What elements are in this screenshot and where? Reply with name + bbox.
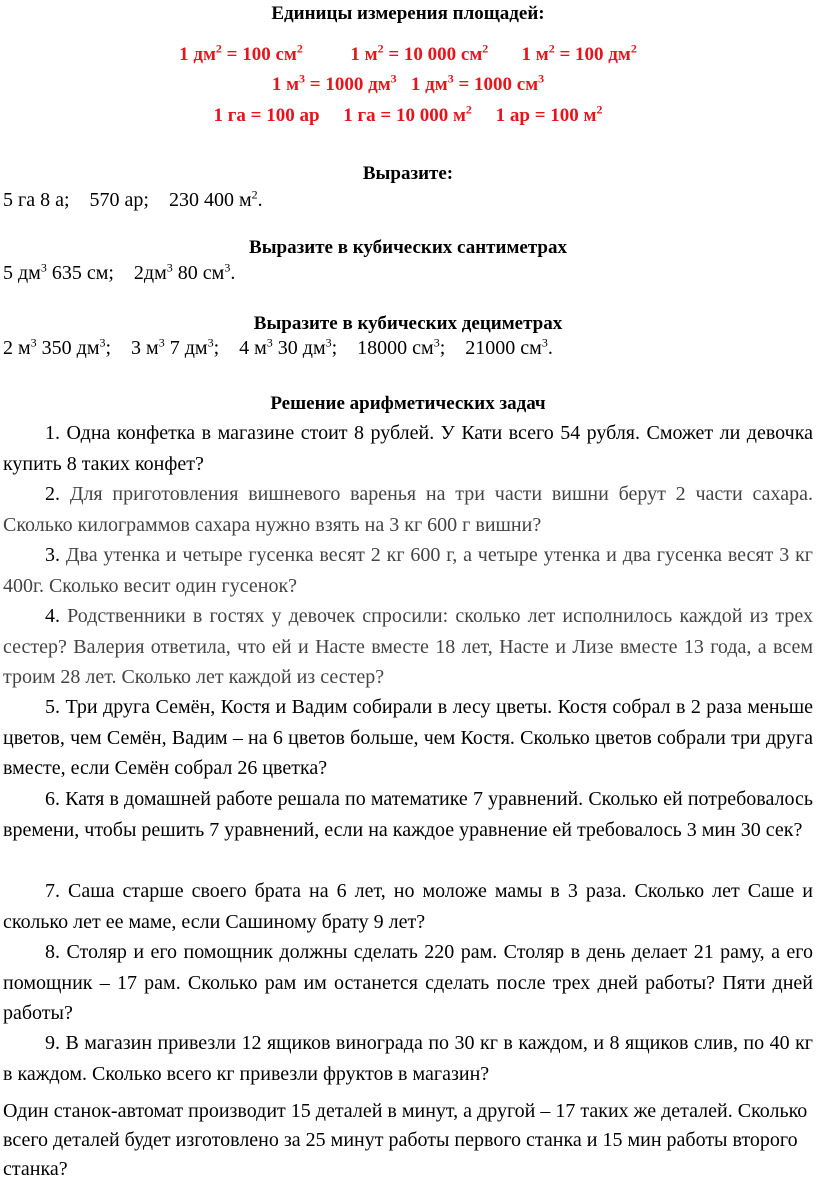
task-9: 9. В магазин привезли 12 ящиков винограда по 30 кг в каждом, и 8 ящиков слив, по 40 кг в каждом. Сколько всего кг привезли фруктов в магазин?: [3, 1032, 813, 1085]
task-1: 1. Одна конфетка в магазине стоит 8 рублей. У Кати всего 54 рубля. Сможет ли девочка купить 8 таких конфет?: [3, 422, 813, 475]
task-5: 5. Три друга Семён, Костя и Вадим собирали в лесу цветы. Костя собрал в 2 раза меньше цветов, чем Семён, Вадим – на 6 цветов больше, чем Костя. Сколько цветов собрали три друга вместе, если Семён собрал 26 цветка?: [3, 696, 814, 779]
red-line-2: 1 $м^3 = 1000$ $дм^3$ 1 $дм^3 = 1000$ $см^3$: [271, 71, 545, 95]
tasks-title: Решение арифметических задач: [270, 393, 546, 414]
final-task: Один станок-автомат производит 15 деталей в минут, а другой – 17 таких же деталей. Сколько всего деталей будет изготовлено за 25 минут работы первого станка и 15 мин работы второго станка?: [3, 1100, 808, 1180]
sec3-items: 2 $м^3$ 350 $дм^3$; 3 $м^3$ 7 $дм^3$; 4 $м^3$ 30 $дм^3$; 18000 $см^3$; 21000 $см^3$.: [3, 335, 553, 359]
sec2-items: 5 $дм^3$ 635 см; $2дм^3$ 80 $см^3$.: [3, 260, 236, 284]
sec2-title: Выразите в кубических сантиметрах: [249, 237, 567, 258]
task-2: 2. Для приготовления вишневого варенья на три части вишни берут 2 части сахара. Сколько килограммов сахара нужно взять на 3 кг 600 г вишни?: [3, 483, 814, 536]
task-4: 4. Родственники в гостях у девочек спросили: сколько лет исполнилось каждой из трех сестер? Валерия ответила, что ей и Насте вместе 18 лет, Насте и Лизе вместе 13 года, а всем троим 28 лет. Сколько лет каждой из сестер?: [3, 605, 814, 688]
sec1-items: 5 га 8 а; 570 ар; 230 400 $м^2$.: [3, 187, 263, 211]
task-6: 6. Катя в домашней работе решала по математике 7 уравнений. Сколько ей потребовалось времени, чтобы решить 7 уравнений, если на каждое уравнение ей требовалось 3 мин 30 сек?: [3, 788, 814, 841]
red-line-3: 1 га = 100 ар 1 га = 10 000 $м^2$ 1 ар = 100 $м^2$: [213, 102, 603, 126]
task-3: 3. Два утенка и четыре гусенка весят 2 кг 600 г, а четыре утенка и два гусенка весят 3 кг 400г. Сколько весит один гусенок?: [3, 544, 814, 597]
sec3-title: Выразите в кубических дециметрах: [253, 313, 563, 334]
units-title: Единицы измерения площадей:: [271, 3, 545, 24]
task-7: 7. Саша старше своего брата на 6 лет, но моложе мамы в 3 раза. Сколько лет Саше и сколько лет ее маме, если Сашиному брату 9 лет?: [3, 880, 814, 933]
task-8: 8. Столяр и его помощник должны сделать 220 рам. Столяр в день делает 21 раму, а его помощник – 17 рам. Сколько рам им останется сделать после трех дней работы? Пяти дней работы?: [3, 941, 814, 1024]
sec1-title: Выразите:: [362, 163, 454, 184]
red-line-1: 1 $дм^2 = 100$ $см^2$ 1 $м^2 = 10$ 000 $см^2$ 1 $м^2 = 100$ $дм^2$: [179, 41, 637, 65]
